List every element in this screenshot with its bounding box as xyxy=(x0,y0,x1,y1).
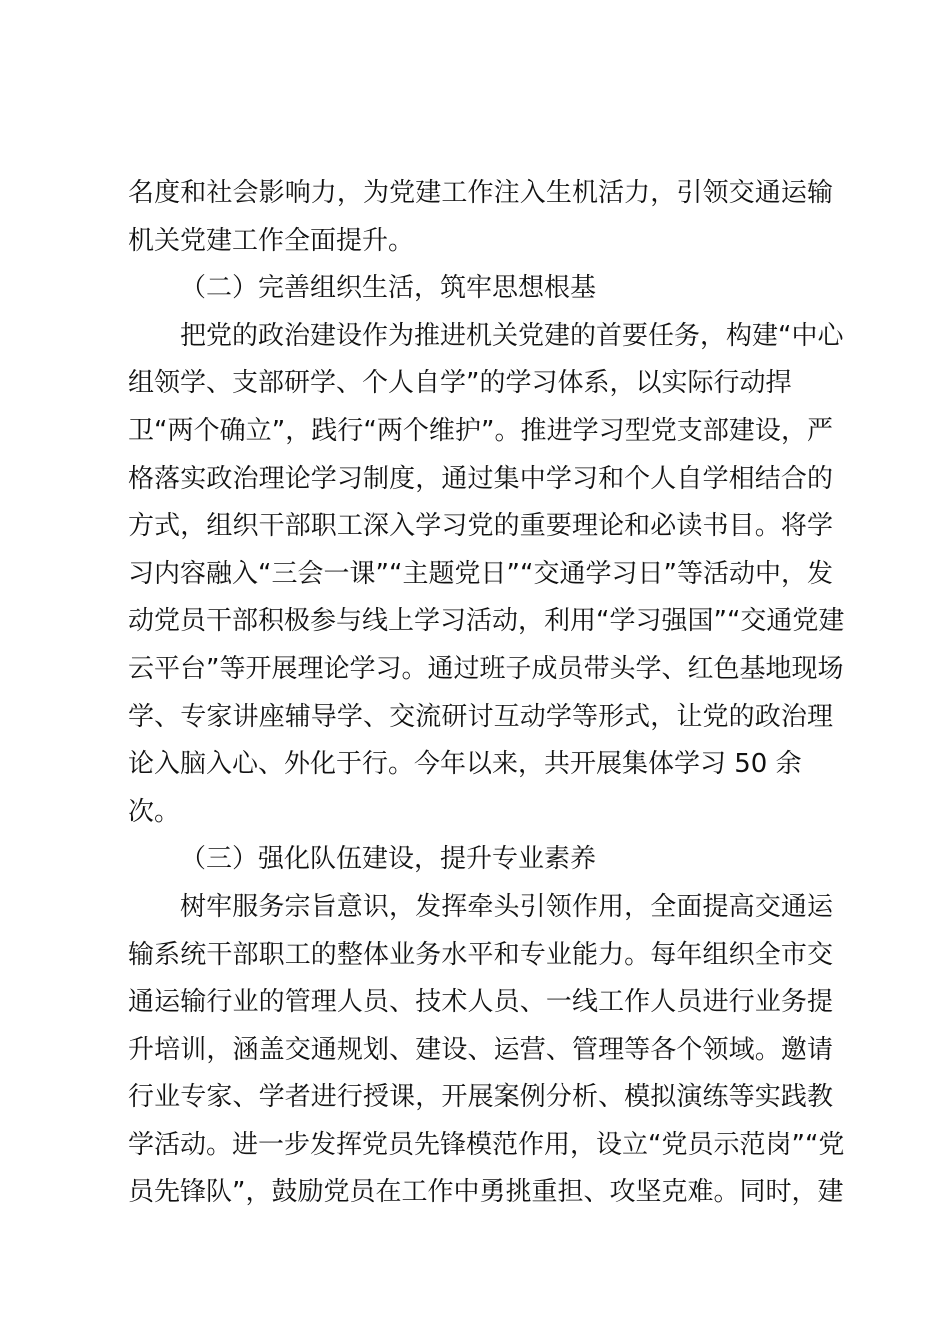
paragraph-line: 卫“两个确立”，践行“两个维护”。推进学习型党支部建设，严 xyxy=(128,415,833,446)
paragraph-line: 升培训，涵盖交通规划、建设、运营、管理等各个领域。邀请 xyxy=(128,1034,833,1065)
section-heading: （二）完善组织生活，筑牢思想根基 xyxy=(180,273,597,304)
paragraph-line: 输系统干部职工的整体业务水平和专业能力。每年组织全市交 xyxy=(128,939,833,970)
paragraph-line: 通运输行业的管理人员、技术人员、一线工作人员进行业务提 xyxy=(128,987,833,1018)
paragraph-line: 格落实政治理论学习制度，通过集中学习和个人自学相结合的 xyxy=(128,463,833,494)
paragraph-line: 行业专家、学者进行授课，开展案例分析、模拟演练等实践教 xyxy=(128,1082,833,1113)
paragraph-line: 次。 xyxy=(128,796,181,827)
paragraph-line: 名度和社会影响力，为党建工作注入生机活力，引领交通运输 xyxy=(128,178,833,208)
paragraph-line: 论入脑入心、外化于行。今年以来，共开展集体学习 50 余 xyxy=(128,749,802,780)
paragraph-line: 把党的政治建设作为推进机关党建的首要任务，构建“中心 xyxy=(180,320,844,351)
paragraph-line: 方式，组织干部职工深入学习党的重要理论和必读书目。将学 xyxy=(128,511,833,542)
paragraph-line: 习内容融入“三会一课”“主题党日”“交通学习日”等活动中，发 xyxy=(128,558,833,589)
paragraph-line: 机关党建工作全面提升。 xyxy=(128,225,415,256)
paragraph-line: 学、专家讲座辅导学、交流研讨互动学等形式，让党的政治理 xyxy=(128,701,833,732)
paragraph-line: 组领学、支部研学、个人自学”的学习体系，以实际行动捍 xyxy=(128,368,792,399)
paragraph-line: 学活动。进一步发挥党员先锋模范作用，设立“党员示范岗”“党 xyxy=(128,1129,845,1160)
document-body xyxy=(128,170,845,1217)
paragraph-line: 云平台”等开展理论学习。通过班子成员带头学、红色基地现场 xyxy=(128,653,844,684)
section-heading: （三）强化队伍建设，提升专业素养 xyxy=(180,844,597,875)
paragraph-line: 员先锋队”，鼓励党员在工作中勇挑重担、攻坚克难。同时，建 xyxy=(128,1177,844,1208)
paragraph-line: 动党员干部积极参与线上学习活动，利用“学习强国”“交通党建 xyxy=(128,606,845,637)
paragraph-line: 树牢服务宗旨意识，发挥牵头引领作用，全面提高交通运 xyxy=(180,891,833,922)
